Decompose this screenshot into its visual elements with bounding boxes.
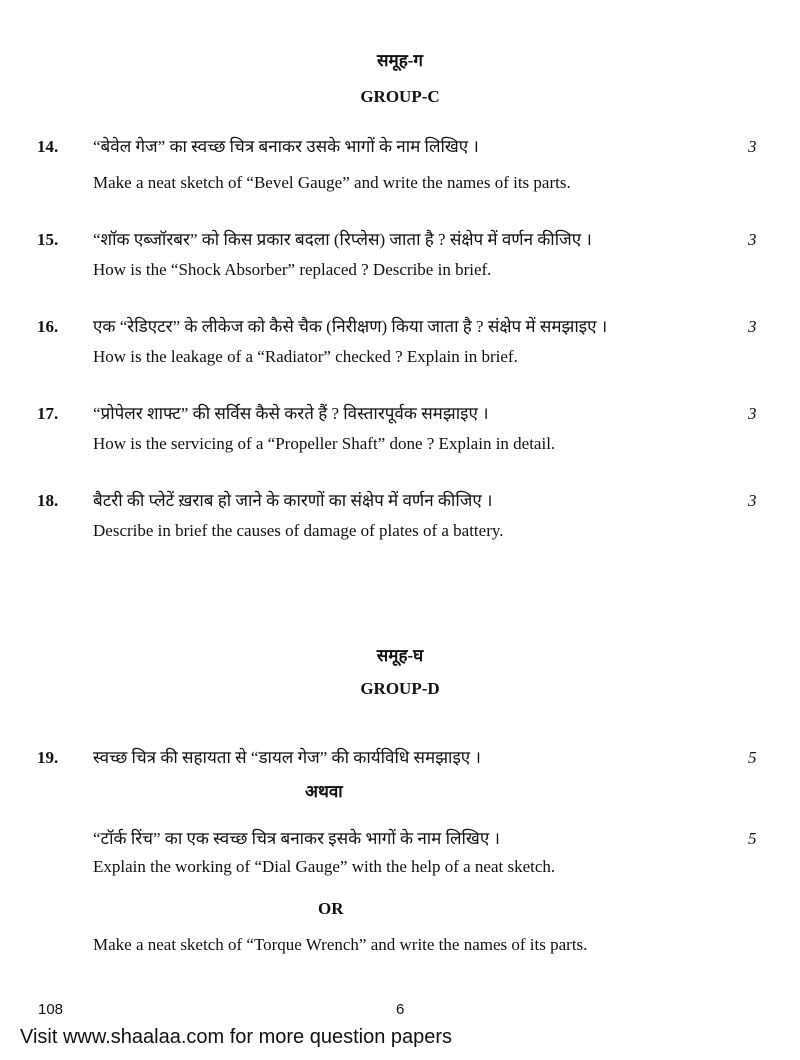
question-english-alt: Make a neat sketch of “Torque Wrench” and write the names of its parts. (93, 935, 588, 954)
group-c-title: GROUP-C (360, 87, 440, 106)
footer-link[interactable]: Visit www.shaalaa.com for more question papers (20, 1026, 453, 1048)
question-hindi: बैटरी की प्लेटें ख़राब हो जाने के कारणों का संक्षेप में वर्णन कीजिए । (93, 491, 493, 510)
paper-code: 108 (38, 1001, 64, 1018)
question-english: Describe in brief the causes of damage of plates of a battery. (93, 521, 504, 540)
question-marks: 3 (748, 404, 757, 423)
question-marks: 3 (748, 491, 757, 510)
question-marks: 3 (748, 137, 757, 156)
question-english: How is the leakage of a “Radiator” checked ? Explain in brief. (93, 347, 518, 366)
question-hindi: एक “रेडिएटर” के लीकेज को कैसे चैक (निरीक्षण) किया जाता है ? संक्षेप में समझाइए । (93, 317, 608, 336)
question-15 (0, 229, 800, 281)
page-number: 6 (396, 1001, 405, 1018)
group-d-title: GROUP-D (360, 679, 440, 698)
question-number: 16. (37, 317, 59, 336)
question-hindi: “प्रोपेलर शाफ्ट” की सर्विस कैसे करते हैं ? विस्तारपूर्वक समझाइए । (93, 404, 489, 423)
group-c-title-hindi: समूह-ग (377, 51, 423, 70)
question-hindi: “शॉक एब्जॉरबर” को किस प्रकार बदला (रिप्लेस) जाता है ? संक्षेप में वर्णन कीजिए । (93, 230, 592, 249)
question-english: How is the servicing of a “Propeller Shaft” done ? Explain in detail. (93, 434, 556, 453)
group-d-title-hindi: समूह-घ (376, 646, 424, 665)
question-number: 14. (37, 137, 59, 156)
question-hindi-alt: “टॉर्क रिंच” का एक स्वच्छ चित्र बनाकर इसके भागों के नाम लिखिए । (93, 829, 500, 848)
or-english: OR (318, 899, 344, 918)
question-hindi: “बेवेल गेज” का स्वच्छ चित्र बनाकर उसके भागों के नाम लिखिए । (93, 137, 479, 156)
question-english: Explain the working of “Dial Gauge” with the help of a neat sketch. (93, 857, 556, 876)
question-16 (0, 316, 800, 368)
question-18 (0, 490, 800, 542)
question-hindi: स्वच्छ चित्र की सहायता से “डायल गेज” की कार्यविधि समझाइए । (93, 748, 481, 767)
question-marks: 5 (748, 748, 757, 767)
question-14 (0, 136, 800, 194)
question-number: 17. (37, 404, 59, 423)
question-marks: 3 (748, 317, 757, 336)
question-number: 19. (37, 748, 59, 767)
question-marks: 3 (748, 230, 757, 249)
question-marks-alt: 5 (748, 829, 757, 848)
or-hindi: अथवा (305, 782, 343, 801)
question-english: How is the “Shock Absorber” replaced ? Describe in brief. (93, 260, 492, 279)
question-17 (0, 403, 800, 455)
question-english: Make a neat sketch of “Bevel Gauge” and write the names of its parts. (93, 173, 571, 192)
question-number: 15. (37, 230, 59, 249)
question-number: 18. (37, 491, 59, 510)
question-19 (0, 747, 800, 956)
